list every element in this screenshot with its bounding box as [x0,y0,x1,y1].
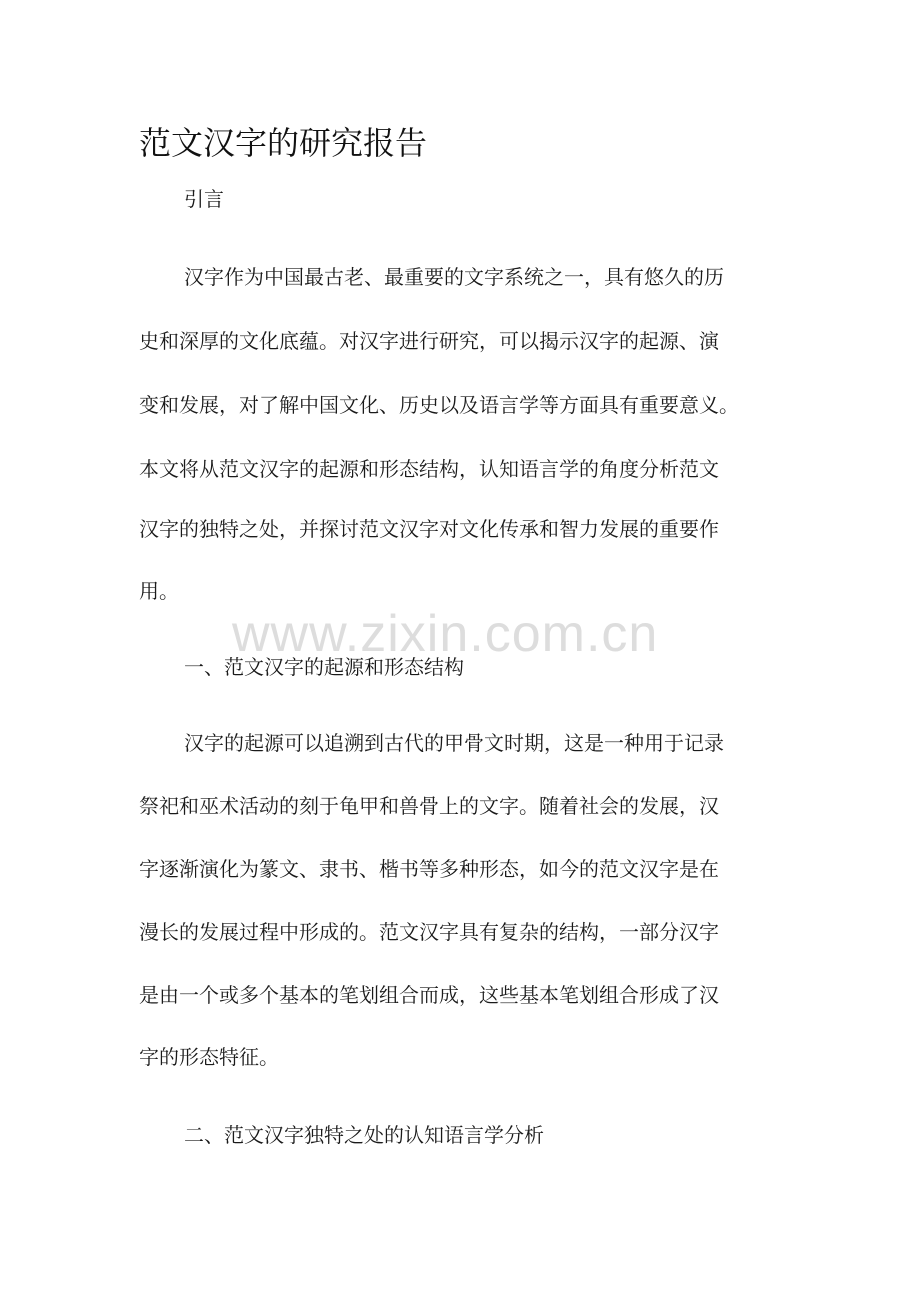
document-title: 范文汉字的研究报告 [139,124,428,162]
intro-line: 史和深厚的文化底蕴。对汉字进行研究，可以揭示汉字的起源、演 [139,329,719,353]
watermark: www.zixin.com.cn [232,605,659,663]
section1-line: 是由一个或多个基本的笔划组合而成，这些基本笔划组合形成了汉 [139,983,719,1007]
section2-heading: 二、范文汉字独特之处的认知语言学分析 [184,1123,544,1147]
intro-line: 用。 [139,579,179,603]
intro-line: 本文将从范文汉字的起源和形态结构，认知语言学的角度分析范文 [139,457,719,481]
section1-heading: 一、范文汉字的起源和形态结构 [184,655,464,679]
intro-heading: 引言 [184,187,224,211]
section1-line: 漫长的发展过程中形成的。范文汉字具有复杂的结构，一部分汉字 [139,920,719,944]
intro-line: 汉字的独特之处，并探讨范文汉字对文化传承和智力发展的重要作 [139,517,719,541]
section1-line: 字逐渐演化为篆文、隶书、楷书等多种形态，如今的范文汉字是在 [139,857,719,881]
intro-line: 汉字作为中国最古老、最重要的文字系统之一，具有悠久的历 [184,265,724,289]
section1-line: 祭祀和巫术活动的刻于龟甲和兽骨上的文字。随着社会的发展，汉 [139,794,719,818]
section1-line: 汉字的起源可以追溯到古代的甲骨文时期，这是一种用于记录 [184,731,724,755]
intro-line: 变和发展，对了解中国文化、历史以及语言学等方面具有重要意义。 [139,393,739,417]
section1-line: 字的形态特征。 [139,1045,279,1069]
